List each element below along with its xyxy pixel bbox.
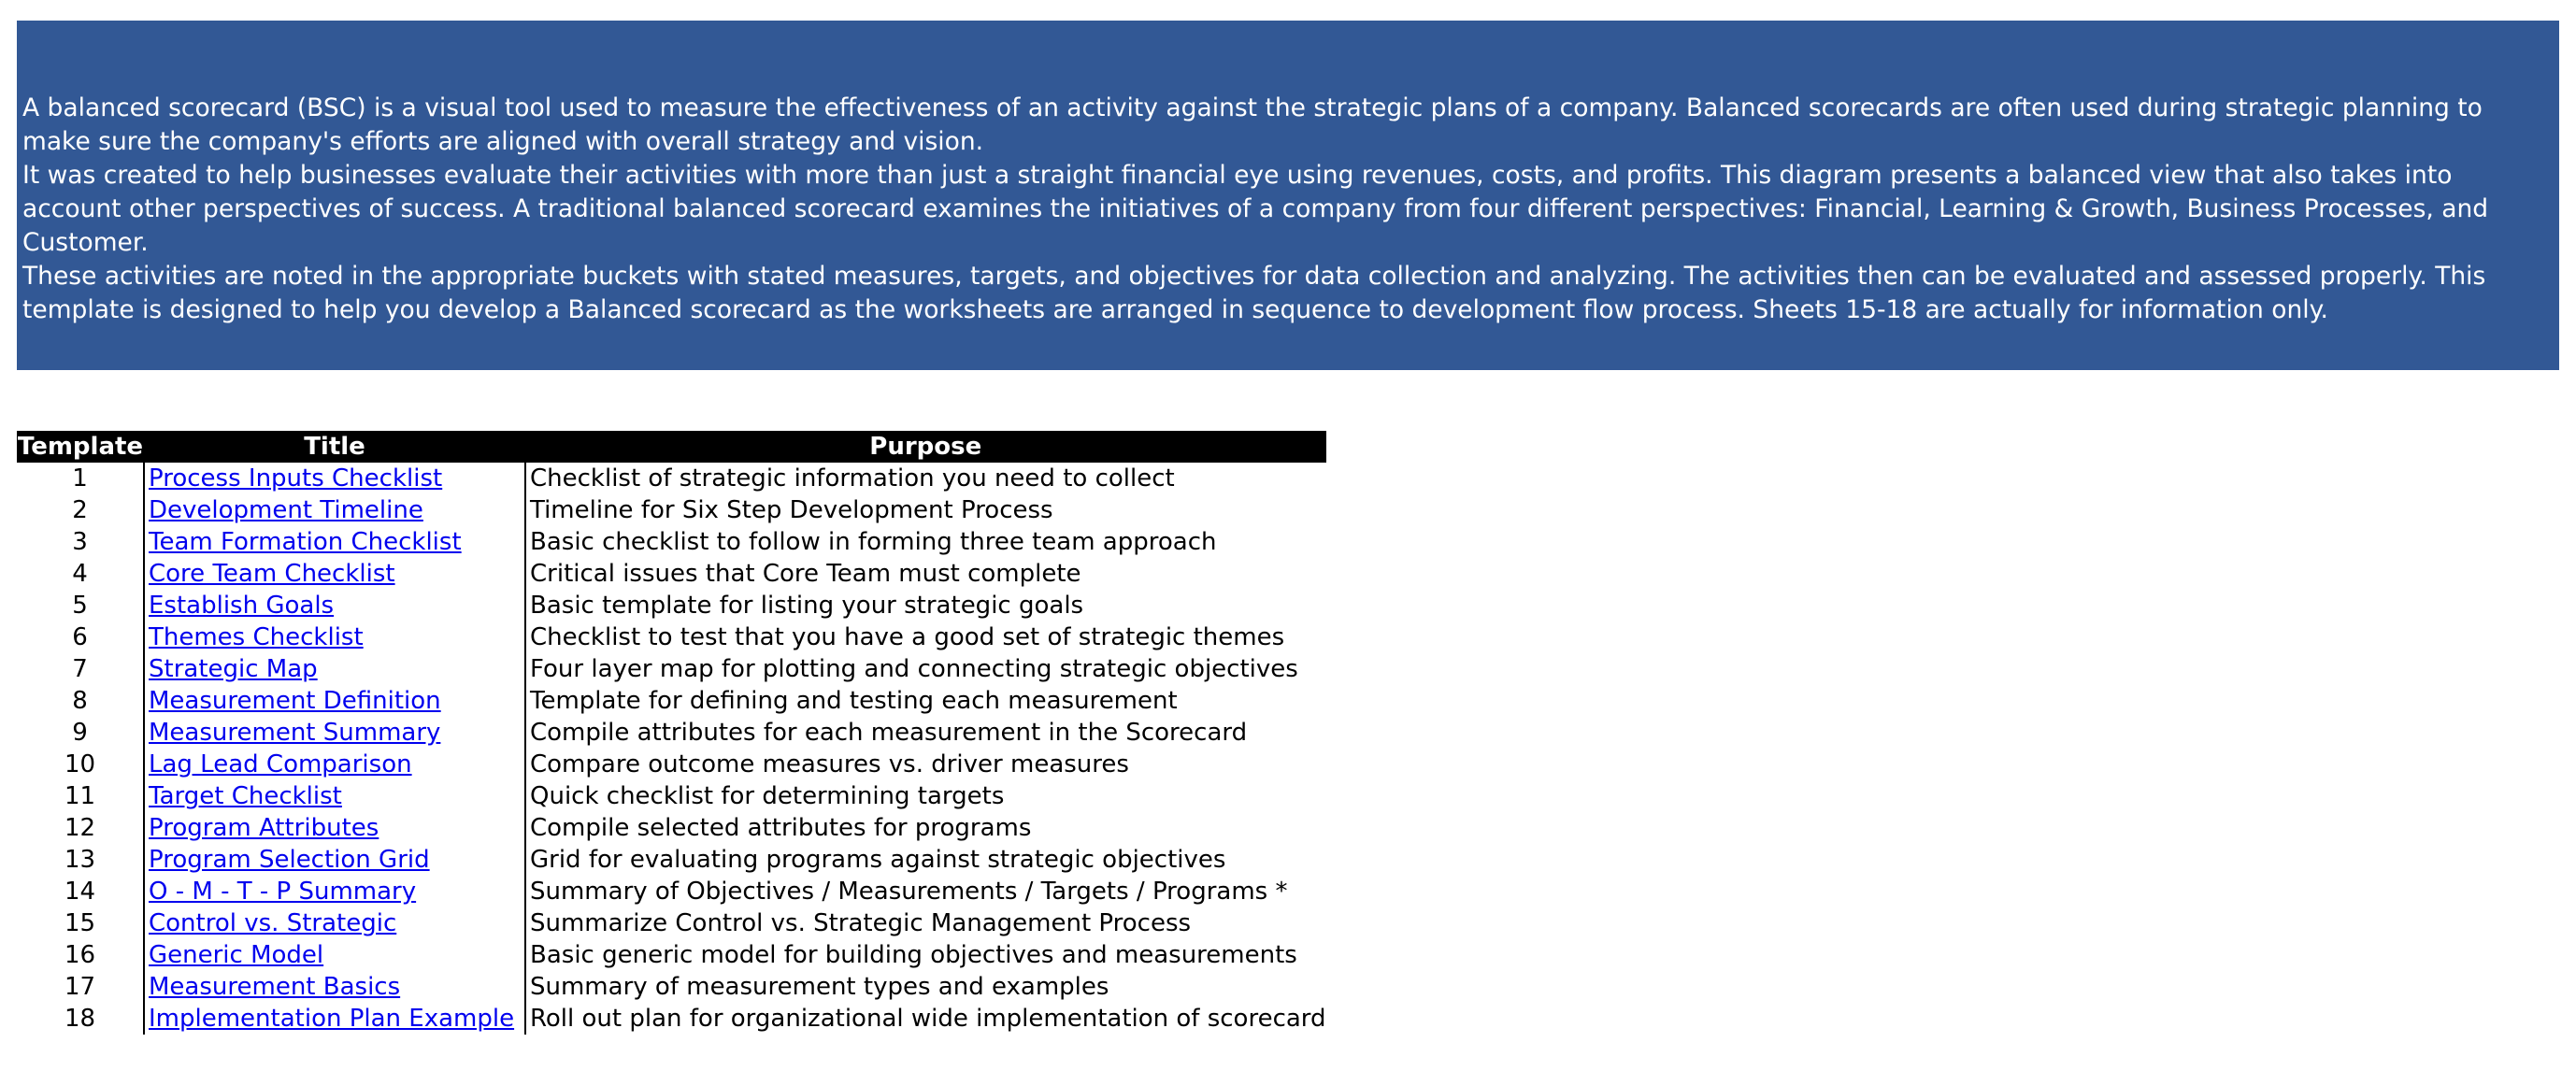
template-number: 5	[17, 590, 144, 621]
template-link-measurement-summary[interactable]: Measurement Summary	[149, 719, 441, 747]
table-header-row	[17, 431, 1326, 463]
template-purpose: Basic template for listing your strategic goals	[530, 592, 1084, 620]
template-link-control-vs-strategic[interactable]: Control vs. Strategic	[149, 909, 397, 937]
template-number: 13	[17, 844, 144, 876]
template-number: 4	[17, 558, 144, 590]
intro-banner	[17, 21, 2559, 370]
template-purpose: Summary of measurement types and examples	[530, 973, 1109, 1001]
template-link-development-timeline[interactable]: Development Timeline	[149, 496, 423, 524]
table-row	[17, 463, 1326, 494]
table-row	[17, 780, 1326, 812]
header-template: Template	[17, 433, 144, 461]
table-row	[17, 590, 1326, 621]
template-purpose: Summary of Objectives / Measurements / Targets / Programs *	[530, 878, 1288, 906]
table-row	[17, 812, 1326, 844]
table-row	[17, 1003, 1326, 1035]
template-link-program-selection-grid[interactable]: Program Selection Grid	[149, 846, 430, 874]
intro-paragraph-3: These activities are noted in the appropriate buckets with stated measures, targets, and objectives for data collection and analyzing. The activities then can be evaluated and assessed properly. This template is designed to help you develop a Balanced scorecard as the worksheets are arranged in sequence to development flow process. Sheets 15-18 are actually for information only.	[22, 262, 2486, 324]
header-title: Title	[144, 431, 525, 463]
template-purpose: Basic generic model for building objectives and measurements	[530, 941, 1297, 969]
template-purpose: Compile selected attributes for programs	[530, 814, 1032, 842]
template-link-omtp-summary[interactable]: O - M - T - P Summary	[149, 878, 417, 906]
template-purpose: Basic checklist to follow in forming three team approach	[530, 528, 1217, 556]
table-row	[17, 558, 1326, 590]
template-number: 8	[17, 685, 144, 717]
template-number: 3	[17, 526, 144, 558]
template-purpose: Summarize Control vs. Strategic Management Process	[530, 909, 1192, 937]
template-purpose: Critical issues that Core Team must complete	[530, 560, 1081, 588]
template-link-strategic-map[interactable]: Strategic Map	[149, 655, 318, 683]
template-number: 7	[17, 653, 144, 685]
table-row	[17, 907, 1326, 939]
template-number: 17	[17, 971, 144, 1003]
table-row	[17, 653, 1326, 685]
template-purpose: Roll out plan for organizational wide implementation of scorecard	[530, 1005, 1326, 1033]
template-link-target-checklist[interactable]: Target Checklist	[149, 782, 342, 810]
template-link-generic-model[interactable]: Generic Model	[149, 941, 324, 969]
table-row	[17, 685, 1326, 717]
table-row	[17, 971, 1326, 1003]
table-row	[17, 844, 1326, 876]
template-link-program-attributes[interactable]: Program Attributes	[149, 814, 379, 842]
template-purpose: Checklist to test that you have a good set of strategic themes	[530, 623, 1285, 651]
template-link-implementation-plan-example[interactable]: Implementation Plan Example	[149, 1005, 515, 1033]
template-number: 1	[17, 463, 144, 494]
template-link-process-inputs-checklist[interactable]: Process Inputs Checklist	[149, 464, 443, 493]
template-link-themes-checklist[interactable]: Themes Checklist	[149, 623, 364, 651]
template-link-lag-lead-comparison[interactable]: Lag Lead Comparison	[149, 750, 412, 778]
template-purpose: Grid for evaluating programs against strategic objectives	[530, 846, 1226, 874]
template-purpose: Four layer map for plotting and connecting strategic objectives	[530, 655, 1298, 683]
template-purpose: Quick checklist for determining targets	[530, 782, 1005, 810]
table-row	[17, 876, 1326, 907]
template-number: 15	[17, 907, 144, 939]
template-purpose: Checklist of strategic information you need to collect	[530, 464, 1175, 493]
template-number: 12	[17, 812, 144, 844]
template-number: 14	[17, 876, 144, 907]
template-purpose: Timeline for Six Step Development Process	[530, 496, 1053, 524]
template-number: 10	[17, 749, 144, 780]
header-purpose: Purpose	[525, 431, 1326, 463]
template-link-measurement-basics[interactable]: Measurement Basics	[149, 973, 401, 1001]
template-number: 11	[17, 780, 144, 812]
table-row	[17, 526, 1326, 558]
table-row	[17, 749, 1326, 780]
template-purpose: Compile attributes for each measurement in the Scorecard	[530, 719, 1248, 747]
template-number: 2	[17, 494, 144, 526]
table-row	[17, 494, 1326, 526]
template-number: 18	[17, 1003, 144, 1035]
template-link-establish-goals[interactable]: Establish Goals	[149, 592, 335, 620]
template-purpose: Template for defining and testing each measurement	[530, 687, 1178, 715]
table-row	[17, 621, 1326, 653]
intro-paragraph-2: It was created to help businesses evaluate their activities with more than just a straight financial eye using revenues, costs, and profits. This diagram presents a balanced view that also takes into account other perspectives of success. A traditional balanced scorecard examines the initiatives of a company from four different perspectives: Financial, Learning & Growth, Business Processes, and Customer.	[22, 161, 2489, 257]
template-number: 16	[17, 939, 144, 971]
template-link-team-formation-checklist[interactable]: Team Formation Checklist	[149, 528, 462, 556]
template-number: 6	[17, 621, 144, 653]
intro-paragraph-1: A balanced scorecard (BSC) is a visual tool used to measure the effectiveness of an activity against the strategic plans of a company. Balanced scorecards are often used during strategic planning to make sure the company's efforts are aligned with overall strategy and vision.	[22, 93, 2483, 156]
template-link-core-team-checklist[interactable]: Core Team Checklist	[149, 560, 395, 588]
template-purpose: Compare outcome measures vs. driver measures	[530, 750, 1129, 778]
table-row	[17, 939, 1326, 971]
template-link-measurement-definition[interactable]: Measurement Definition	[149, 687, 441, 715]
template-index-table	[17, 431, 1326, 1035]
template-number: 9	[17, 717, 144, 749]
table-row	[17, 717, 1326, 749]
